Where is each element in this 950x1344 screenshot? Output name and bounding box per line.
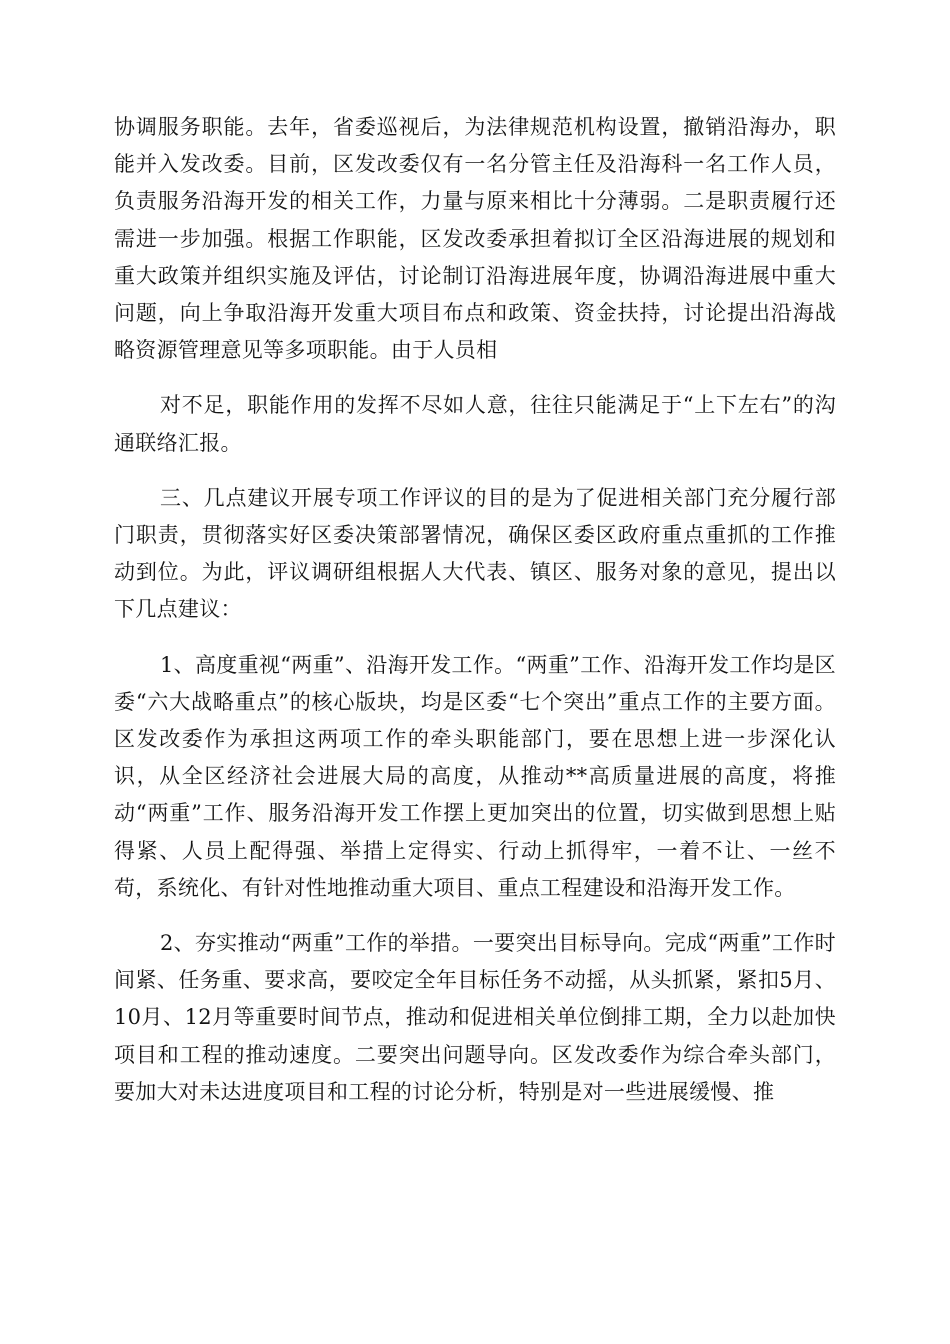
paragraph-continuation-duties: 协调服务职能。去年，省委巡视后，为法律规范机构设置，撤销沿海办，职能并入发改委。目前，区发改委仅有一名分管主任及沿海科一名工作人员，负责服务沿海开发的相关工作，力量与原来相比十分薄弱。二是职责履行还需进一步加强。根据工作职能，区发改委承担着拟订全区沿海进展的规划和重大政策并组织实施及评估，讨论制订沿海进展年度，协调沿海进展中重大问题，向上争取沿海开发重大项目布点和政策、资金扶持，讨论提出沿海战略资源管理意见等多项职能。由于人员相 [114,115,836,363]
body-text [114,109,836,1111]
paragraph-insufficient-staff: 对不足，职能作用的发挥不尽如人意，往往只能满足于“上下左右”的沟通联络汇报。 [114,393,836,455]
paragraph-section-three-suggestions: 三、几点建议开展专项工作评议的目的是为了促进相关部门充分履行部门职责，贯彻落实好区委决策部署情况，确保区委区政府重点重抓的工作推动到位。为此，评议调研组根据人大代表、镇区、服务对象的意见，提出以下几点建议： [114,485,836,622]
paragraph-suggestion-one: 1、高度重视“两重”、沿海开发工作。“两重”工作、沿海开发工作均是区委“六大战略重点”的核心版块，均是区委“七个突出”重点工作的主要方面。区发改委作为承担这两项工作的牵头职能部门，要在思想上进一步深化认识，从全区经济社会进展大局的高度，从推动**高质量进展的高度，将推动“两重”工作、服务沿海开发工作摆上更加突出的位置，切实做到思想上贴得紧、人员上配得强、举措上定得实、行动上抓得牢，一着不让、一丝不苟，系统化、有针对性地推动重大项目、重点工程建设和沿海开发工作。 [114,652,836,900]
paragraph-suggestion-two: 2、夯实推动“两重”工作的举措。一要突出目标导向。完成“两重”工作时间紧、任务重、要求高，要咬定全年目标任务不动摇，从头抓紧，紧扣5月、10月、12月等重要时间节点，推动和促进相关单位倒排工期，全力以赴加快项目和工程的推动速度。二要突出问题导向。区发改委作为综合牵头部门，要加大对未达进度项目和工程的讨论分析，特别是对一些进展缓慢、推 [114,931,836,1104]
